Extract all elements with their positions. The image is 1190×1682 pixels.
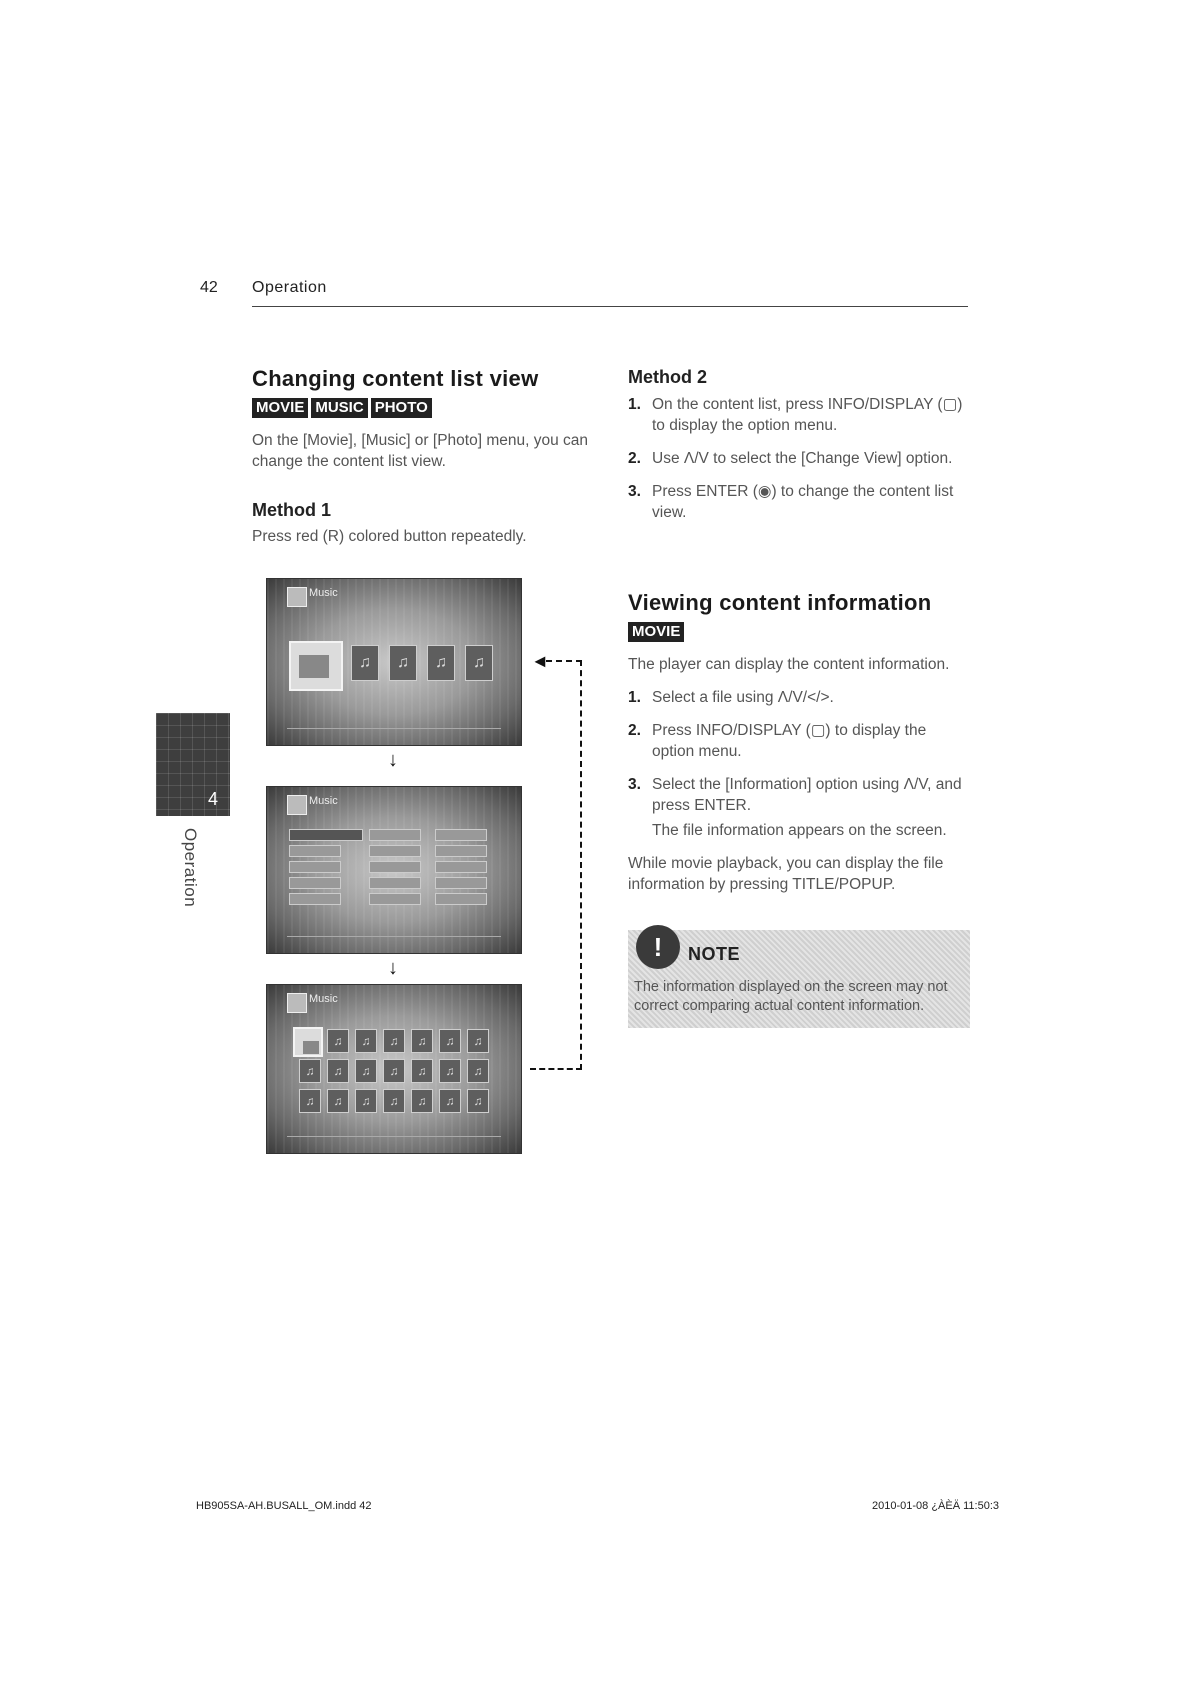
screen-title: Music xyxy=(309,993,338,1005)
right-column-method2 xyxy=(628,367,972,535)
intro-text: On the [Movie], [Music] or [Photo] menu, you can change the content list view. xyxy=(252,432,588,470)
music-file-icon: ♫ xyxy=(411,1029,433,1053)
chapter-label-text: Operation xyxy=(181,828,200,908)
music-file-icon: ♫ xyxy=(411,1089,433,1113)
method2-step: 3. Press ENTER (◉) to change the content list view. xyxy=(628,483,954,521)
music-file-icon: ♫ xyxy=(439,1029,461,1053)
loop-line-bottom xyxy=(530,1068,582,1070)
music-file-icon: ♫ xyxy=(355,1029,377,1053)
chapter-label xyxy=(180,828,210,938)
badge-music: MUSIC xyxy=(311,398,367,418)
list-row xyxy=(435,845,487,857)
music-file-icon: ♫ xyxy=(383,1059,405,1083)
heading-content-info: Viewing content information xyxy=(628,590,932,615)
screen-title: Music xyxy=(309,795,338,807)
list-row xyxy=(289,829,363,841)
screen-footer-bar xyxy=(287,1136,501,1147)
header-rule xyxy=(252,306,968,307)
info-step: 1. Select a file using Λ/V/</>. xyxy=(628,689,834,706)
music-file-icon: ♫ xyxy=(327,1059,349,1083)
note-text: The information displayed on the screen may not correct comparing actual content information. xyxy=(634,979,948,1014)
right-column-info xyxy=(628,590,972,895)
list-row xyxy=(435,861,487,873)
list-row xyxy=(289,877,341,889)
music-folder-icon xyxy=(287,993,307,1013)
music-file-icon: ♫ xyxy=(439,1089,461,1113)
folder-icon xyxy=(289,641,343,691)
section-title: Operation xyxy=(252,279,327,296)
media-badges-2 xyxy=(628,622,972,642)
note-box xyxy=(628,930,970,1028)
music-file-icon: ♫ xyxy=(351,645,379,681)
music-file-icon: ♫ xyxy=(389,645,417,681)
music-file-icon: ♫ xyxy=(439,1059,461,1083)
folder-icon xyxy=(293,1027,323,1057)
screen-title: Music xyxy=(309,587,338,599)
music-file-icon: ♫ xyxy=(327,1089,349,1113)
list-row xyxy=(435,877,487,889)
list-row xyxy=(435,829,487,841)
page-number: 42 xyxy=(200,279,218,296)
badge-photo: PHOTO xyxy=(371,398,432,418)
music-file-icon: ♫ xyxy=(467,1089,489,1113)
info-step: 3. Select the [Information] option using Λ/V, and press ENTER. xyxy=(628,776,962,814)
step3-result: The file information appears on the screen. xyxy=(652,822,947,839)
method2-title: Method 2 xyxy=(628,367,707,387)
list-row xyxy=(289,893,341,905)
note-title: NOTE xyxy=(688,944,741,964)
music-file-icon: ♫ xyxy=(467,1059,489,1083)
screenshot-grid-view xyxy=(266,984,522,1154)
info-step: 2. Press INFO/DISPLAY (▢) to display the option menu. xyxy=(628,722,927,760)
method2-step: 1. On the content list, press INFO/DISPLAY (▢) to display the option menu. xyxy=(628,396,963,434)
music-file-icon: ♫ xyxy=(465,645,493,681)
screenshot-thumbnail-view xyxy=(266,578,522,746)
exclamation-icon: ! xyxy=(636,925,680,969)
music-file-icon: ♫ xyxy=(299,1089,321,1113)
list-row xyxy=(289,845,341,857)
loop-line-top xyxy=(546,660,582,662)
list-row xyxy=(289,861,341,873)
down-arrow-icon: ↓ xyxy=(388,749,398,771)
music-file-icon: ♫ xyxy=(383,1029,405,1053)
music-file-icon: ♫ xyxy=(355,1089,377,1113)
list-row xyxy=(369,877,421,889)
method2-step: 2. Use Λ/V to select the [Change View] option. xyxy=(628,450,953,467)
screenshot-list-view xyxy=(266,786,522,954)
screen-footer-bar xyxy=(287,728,501,739)
list-row xyxy=(369,861,421,873)
left-column xyxy=(252,366,592,547)
method2-steps xyxy=(628,394,972,523)
loop-line-vertical xyxy=(580,660,582,1070)
music-file-icon: ♫ xyxy=(427,645,455,681)
badge-movie: MOVIE xyxy=(252,398,308,418)
chapter-number: 4 xyxy=(207,789,218,809)
method1-title: Method 1 xyxy=(252,500,331,520)
chapter-tab xyxy=(156,713,230,816)
footer-file: HB905SA-AH.BUSALL_OM.indd 42 xyxy=(196,1500,372,1512)
music-file-icon: ♫ xyxy=(327,1029,349,1053)
list-row xyxy=(369,845,421,857)
list-row xyxy=(369,829,421,841)
music-folder-icon xyxy=(287,587,307,607)
method1-text: Press red (R) colored button repeatedly. xyxy=(252,528,527,545)
footer-timestamp: 2010-01-08 ¿ÀÈÄ 11:50:3 xyxy=(872,1500,999,1512)
left-arrow-icon: ◄ xyxy=(531,651,549,671)
down-arrow-icon: ↓ xyxy=(388,957,398,979)
music-file-icon: ♫ xyxy=(383,1089,405,1113)
screen-footer-bar xyxy=(287,936,501,947)
music-file-icon: ♫ xyxy=(411,1059,433,1083)
music-folder-icon xyxy=(287,795,307,815)
badge-movie: MOVIE xyxy=(628,622,684,642)
media-badges xyxy=(252,398,592,418)
heading-change-view: Changing content list view xyxy=(252,366,539,391)
music-file-icon: ♫ xyxy=(299,1059,321,1083)
music-file-icon: ♫ xyxy=(467,1029,489,1053)
info-steps xyxy=(628,687,972,816)
music-file-icon: ♫ xyxy=(355,1059,377,1083)
playback-info-text: While movie playback, you can display the file information by pressing TITLE/POPUP. xyxy=(628,855,944,893)
list-row xyxy=(369,893,421,905)
list-row xyxy=(435,893,487,905)
intro2-text: The player can display the content information. xyxy=(628,656,950,673)
